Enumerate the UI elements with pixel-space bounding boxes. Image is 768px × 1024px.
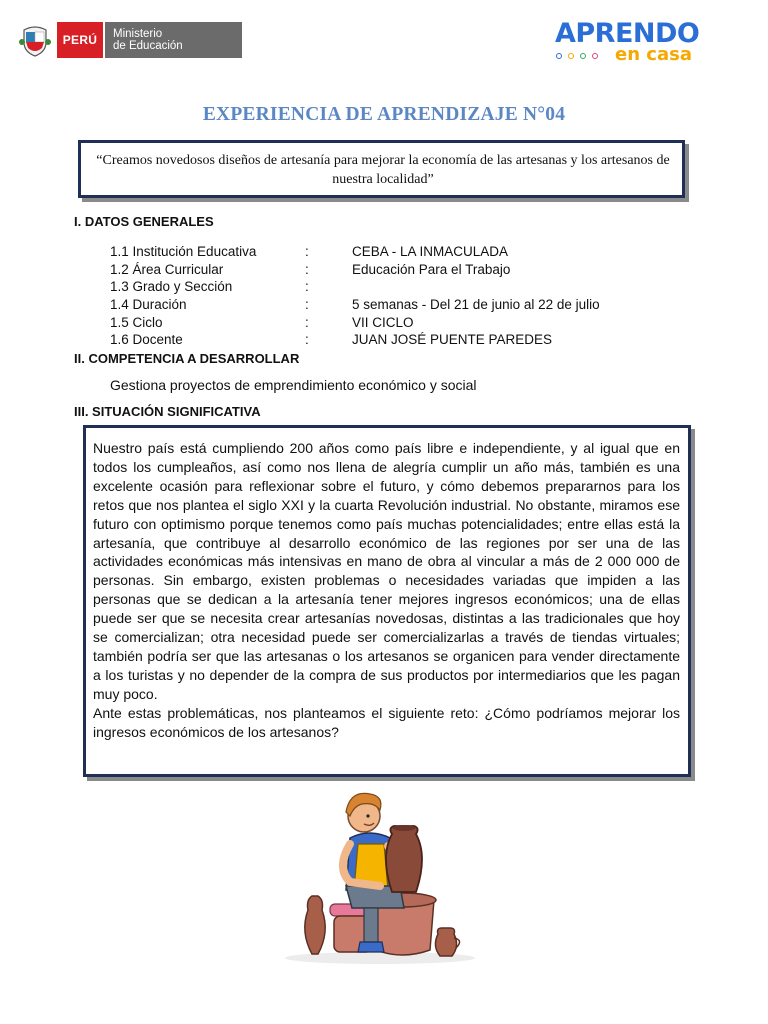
experience-quote: “Creamos novedosos diseños de artesanía para mejorar la economía de las artesanas y los artesanos de nuestra localidad” — [96, 153, 670, 187]
general-sep: : — [305, 297, 309, 312]
situation-text — [93, 439, 680, 742]
general-value: JUAN JOSÉ PUENTE PAREDES — [352, 332, 553, 347]
brand-dots-icon — [556, 53, 598, 59]
general-sep: : — [305, 315, 309, 330]
brand-sub: en casa — [615, 44, 692, 65]
general-key: 1.2 Área Curricular — [110, 262, 224, 277]
page-title: EXPERIENCIA DE APRENDIZAJE N°04 — [202, 104, 566, 125]
general-key: 1.1 Institución Educativa — [110, 244, 257, 259]
peru-label: PERÚ — [57, 22, 103, 58]
situation-heading: III. SITUACIÓN SIGNIFICATIVA — [74, 404, 261, 419]
general-key: 1.5 Ciclo — [110, 315, 163, 330]
general-data-heading: I. DATOS GENERALES — [74, 214, 214, 229]
ministry-line-2: de Educación — [113, 40, 183, 52]
aprendo-en-casa-logo — [553, 18, 703, 64]
general-sep: : — [305, 279, 309, 294]
potter-illustration — [280, 782, 480, 966]
general-sep: : — [305, 262, 309, 277]
ministry-line-1: Ministerio — [113, 28, 163, 40]
general-key: 1.4 Duración — [110, 297, 187, 312]
general-value: CEBA - LA INMACULADA — [352, 244, 509, 259]
general-sep: : — [305, 332, 309, 347]
general-value: Educación Para el Trabajo — [352, 262, 511, 277]
peru-shield-icon — [18, 24, 52, 58]
general-value: 5 semanas - Del 21 de junio al 22 de julio — [352, 297, 600, 312]
general-key: 1.6 Docente — [110, 332, 183, 347]
competence-text: Gestiona proyectos de emprendimiento económico y social — [110, 377, 477, 393]
situation-paragraph-1: Nuestro país está cumpliendo 200 años como país libre e independiente, y al igual que en todos los cumpleaños, así como nos llena de alegría cumplir un año más, también es una excelente ocasión para reflexionar sobre el futuro, y cómo debemos prepararnos para los retos que nos plantea el siglo XXI y la cuarta Revolución industrial. No obstante, miramos ese futuro con optimismo porque tenemos como país muchas potencialidades; entre ellas está la artesanía, que contribuye al desarrollo económico de las regiones por ser una de las actividades económicas más intensivas en mano de obra al vincular a más de 2 000 000 de personas. Sin embargo, existen problemas o necesidades variadas que impiden a las personas que se dedican a la artesanía tener mejores ingresos económicos; una de ellas puede ser que se necesita crear artesanías novedosas, distintas a las tradicionales que hoy se comercializan; otra necesidad puede ser comercializarlas a través de tiendas virtuales; también podría ser que las artesanas o los artesanos se organicen para vender directamente a los turistas y no depender de la compra de sus productos por intermediarios que les pagan muy poco. — [93, 440, 680, 702]
general-key: 1.3 Grado y Sección — [110, 279, 233, 294]
brand-main: APRENDO — [555, 18, 700, 49]
general-sep: : — [305, 244, 309, 259]
ministry-label — [105, 22, 242, 58]
situation-paragraph-2: Ante estas problemáticas, nos planteamos el siguiente reto: ¿Cómo podríamos mejorar los ingresos económicos de los artesanos? — [93, 704, 680, 740]
general-value: VII CICLO — [352, 315, 414, 330]
competence-heading: II. COMPETENCIA A DESARROLLAR — [74, 351, 300, 366]
